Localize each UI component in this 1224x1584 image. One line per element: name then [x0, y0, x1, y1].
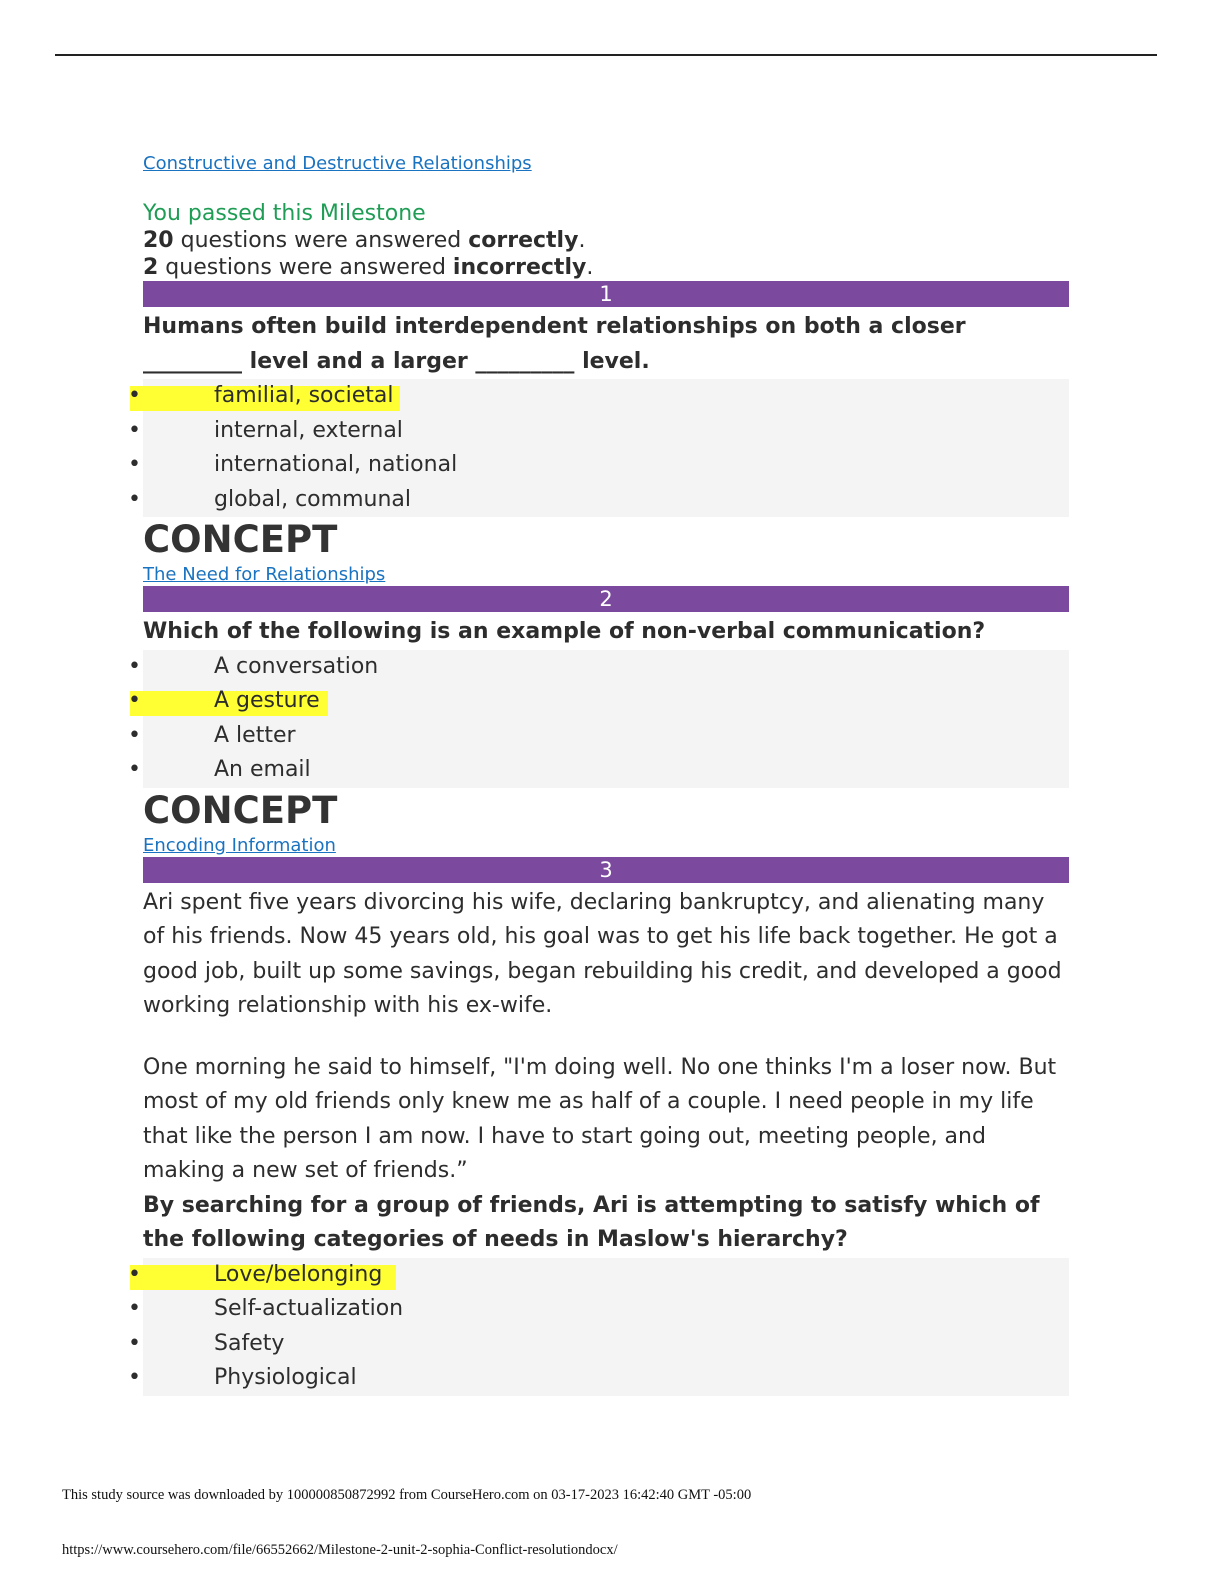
- option-label: Love/belonging: [214, 1261, 383, 1287]
- correct-summary-text: questions were answered: [173, 228, 469, 253]
- answer-option[interactable]: [128, 753, 1069, 788]
- top-rule: [55, 54, 1157, 56]
- option-label: Safety: [214, 1330, 285, 1356]
- answer-options: [128, 379, 1069, 517]
- bullet: •: [128, 653, 141, 679]
- download-source-notice: This study source was downloaded by 100000850872992 from CourseHero.com on 03-17-2023 16:42:40 GMT -05:00: [62, 1487, 752, 1503]
- scenario-paragraph: One morning he said to himself, "I'm doing well. No one thinks I'm a loser now. But most of my old friends only knew me as half of a couple. I need people in my life that like the person I am now. I have to start going out, meeting people, and making a new set of friends.”: [143, 1054, 1057, 1183]
- answer-option[interactable]: [128, 483, 1069, 518]
- milestone-results: [128, 150, 1069, 1396]
- passed-message: You passed this Milestone: [143, 201, 426, 226]
- question-prompt: Which of the following is an example of non-verbal communication?: [143, 619, 986, 644]
- option-label: An email: [214, 757, 311, 782]
- option-label: familial, societal: [214, 383, 401, 408]
- answer-options: [128, 650, 1069, 788]
- bullet: •: [128, 1330, 141, 1356]
- incorrect-count: 2: [143, 255, 159, 280]
- answer-options: [128, 1258, 1069, 1396]
- scenario-paragraph: Ari spent five years divorcing his wife, declaring bankruptcy, and alienating many of his friends. Now 45 years old, his goal was to get his life back together. He got a good job, built up some savings, began rebuilding his credit, and developed a good working relationship with his ex-wife.: [143, 889, 1062, 1018]
- incorrect-summary: [143, 254, 1069, 281]
- correct-summary: [143, 227, 1069, 254]
- concept-heading: CONCEPT: [143, 788, 338, 832]
- answer-option[interactable]: [128, 1327, 1069, 1362]
- answer-option[interactable]: [128, 448, 1069, 483]
- question-prompt: By searching for a group of friends, Ari is attempting to satisfy which of the following categories of needs in Maslow's hierarchy?: [143, 1192, 1040, 1252]
- option-label: Self-actualization: [214, 1296, 404, 1321]
- bullet: •: [128, 1261, 141, 1287]
- option-label: internal, external: [214, 417, 403, 443]
- bullet: •: [128, 1365, 141, 1390]
- question-number-bar: 1: [143, 281, 1069, 307]
- bullet: •: [128, 722, 141, 748]
- question-number-bar: 3: [143, 857, 1069, 883]
- question-prompt: Humans often build interdependent relationships on both a closer _________ level and a larger _________ level.: [143, 314, 966, 374]
- answer-option[interactable]: [128, 1292, 1069, 1327]
- bullet: •: [128, 486, 141, 512]
- answer-option[interactable]: [128, 1258, 1069, 1293]
- correct-word: correctly: [468, 228, 579, 253]
- answer-option[interactable]: [128, 650, 1069, 685]
- bullet: •: [128, 1296, 141, 1321]
- period: .: [586, 255, 594, 280]
- period: .: [578, 228, 586, 253]
- option-label: Physiological: [214, 1365, 357, 1390]
- option-label: A letter: [214, 722, 296, 748]
- concept-heading: CONCEPT: [143, 518, 338, 561]
- answer-option[interactable]: [128, 1361, 1069, 1396]
- option-label: A gesture: [214, 688, 320, 713]
- bullet: •: [128, 688, 141, 713]
- incorrect-word: incorrectly: [452, 255, 587, 280]
- answer-option[interactable]: [128, 684, 1069, 719]
- option-label: international, national: [214, 452, 458, 477]
- option-label: A conversation: [214, 653, 379, 679]
- answer-option[interactable]: [128, 414, 1069, 449]
- option-label: global, communal: [214, 486, 411, 512]
- incorrect-summary-text: questions were answered: [158, 255, 453, 280]
- bullet: •: [128, 452, 141, 477]
- bullet: •: [128, 417, 141, 443]
- concept-link-need-for-relationships[interactable]: The Need for Relationships: [143, 564, 386, 585]
- bullet: •: [128, 757, 141, 782]
- question-number-bar: 2: [143, 586, 1069, 612]
- concept-link-encoding-information[interactable]: Encoding Information: [143, 834, 336, 856]
- concept-link-constructive-destructive[interactable]: Constructive and Destructive Relationships: [143, 153, 532, 174]
- source-url: https://www.coursehero.com/file/66552662/Milestone-2-unit-2-sophia-Conflict-resolutiondocx/: [62, 1542, 618, 1558]
- correct-count: 20: [143, 228, 174, 253]
- bullet: •: [128, 383, 141, 408]
- answer-option[interactable]: [128, 379, 1069, 414]
- answer-option[interactable]: [128, 719, 1069, 754]
